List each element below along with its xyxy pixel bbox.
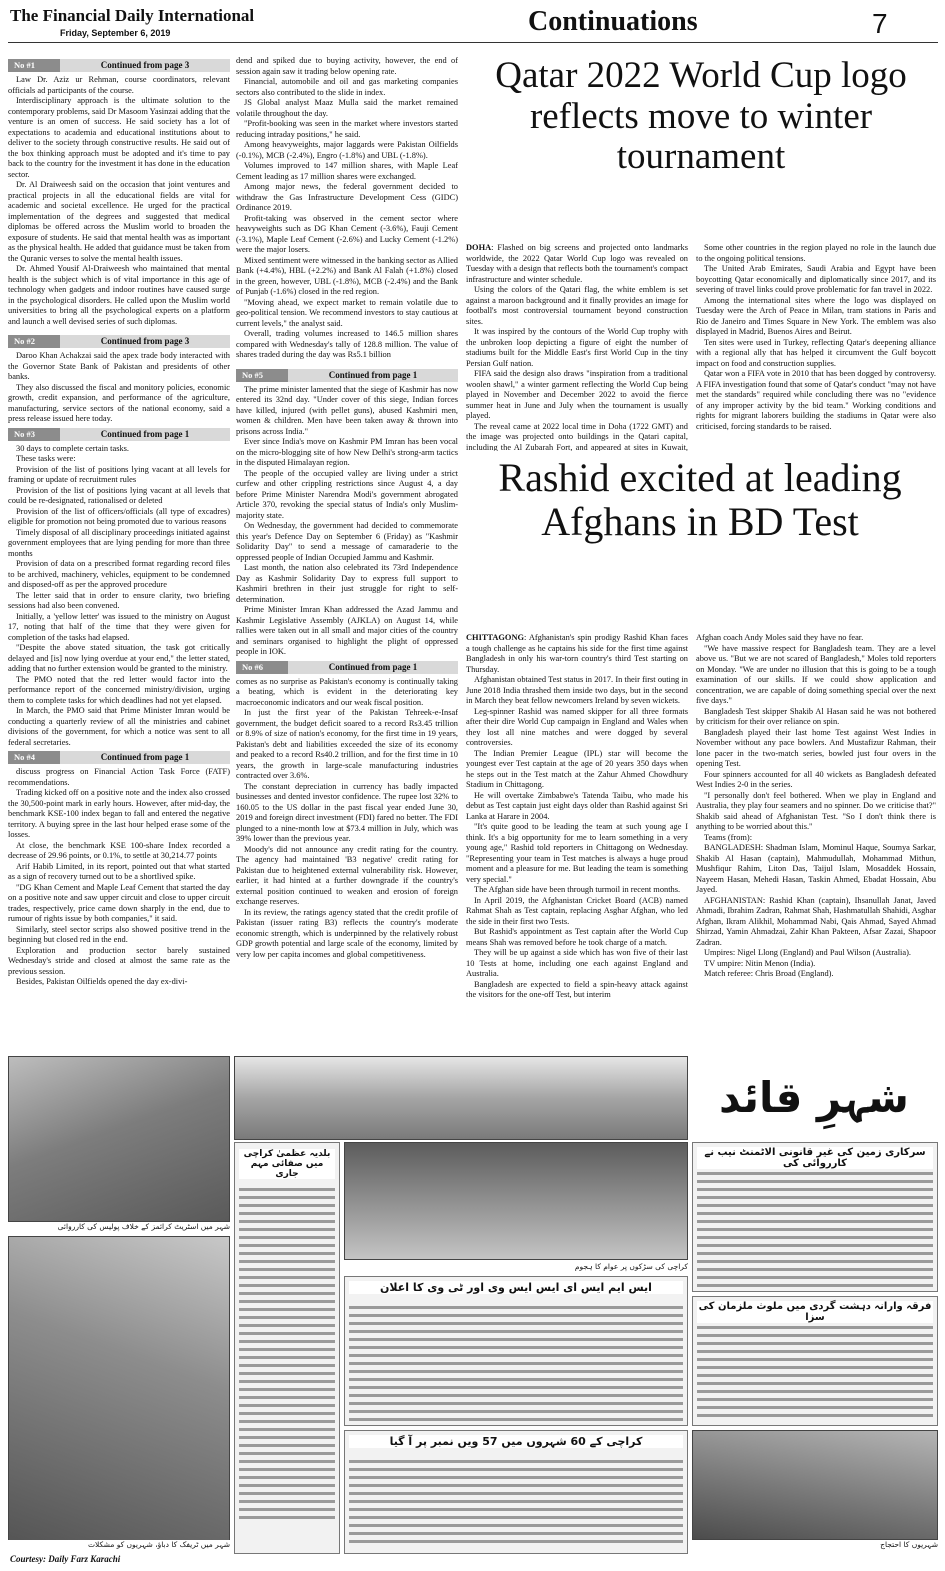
paragraph: BANGLADESH: Shadman Islam, Mominul Haque, Soumya Sarkar, Shakib Al Hasan (captain), Mahmudullah, Mohammad Mithun, Mushfiqur Rahim, Liton Das, Taijul Islam, Mosaddek Hossain, Nayeem Hasan, Mehedi Hasan, Taskin Ahmed, Ebadat Hossain, Abu Jayed. — [696, 843, 936, 894]
paragraph: Provision of the list of officers/officials (all type of excadres) eligible for promotion not being promoted due to various reasons — [8, 506, 230, 526]
paragraph: comes as no surprise as Pakistan's economy is continually taking a beating, which is evident in the deteriorating key macroeconomic indicators and our weak fiscal position. — [236, 676, 458, 707]
urdu-text-lines — [693, 1167, 937, 1292]
paragraph: The United Arab Emirates, Saudi Arabia and Egypt have been boycotting Qatar economically and diplomatically since 2017, and its severing of travel links could prove problematic for fan travel in 2022. — [696, 264, 936, 294]
paragraph: JS Global analyst Maaz Mulla said the market remained volatile throughout the day. — [236, 98, 458, 118]
paragraph: Volumes improved to 147 million shares, with Maple Leaf Cement leading as 17 million shares were exchanged. — [236, 161, 458, 181]
column-two — [236, 56, 458, 1036]
urdu-headline: ایس ایم ایس ای ایس ایس وی اور ٹی وی کا اعلان — [349, 1281, 683, 1294]
paragraph: Bangladesh are expected to field a spin-heavy attack against the visitors for the one-off Test, but interim — [466, 979, 688, 999]
paragraph: Among the international sites where the logo was displayed on Tuesday were the Arch of Peace in Milan, tram stations in Paris and Rio de Janeiro and Times Square in New York. The emblem was also displayed in Madrid, Buenos Aires and Beirut. — [696, 295, 936, 336]
paragraph: Law Dr. Aziz ur Rehman, course coordinators, relevant officials ad participants of the course. — [8, 75, 230, 95]
continuation-number: No #5 — [236, 369, 288, 382]
continuation-label: Continued from page 1 — [100, 752, 190, 763]
paragraph: Dr. Ahmed Yousif Al-Draiweesh who maintained that mental health is the subject which is of vital importance in this age of technology when gadgets and indoor routines have caused surge in the psychological disorders. He called upon the Muslim world universities to bring all the psychological experts on a platform and launch a well devised series of such diplomas. — [8, 264, 230, 326]
paragraph: Arif Habib Limited, in its report, pointed out that what started as a sign of recovery turned out to be a shortlived spike. — [8, 861, 230, 881]
paragraph: In April 2019, the Afghanistan Cricket Board (ACB) named Rahmat Shah as Test captain, replacing Asghar Afghan, who led the side in their first two Tests. — [466, 895, 688, 926]
urdu-news-column — [234, 1142, 340, 1554]
urdu-headline: فرقہ وارانہ دہشت گردی میں ملوث ملزمان کی سزا — [698, 1301, 932, 1323]
paragraph: Last month, the nation also celebrated its 73rd Independence Day as Kashmir Solidarity Day to express full support to Kashmiri brethren in their just struggle for right to self-determination. — [236, 563, 458, 604]
paragraph: Dr. Al Draiweesh said on the occasion that joint ventures and practical projects in all the educational fields are vital for academic and societal excellence. He urged for the practical implementation of the degrees and suggested that medical diplomas be offered across the Muslim world to broaden the exposure of students. He said that mental health was as important as the physical health. He added that guidance must be taken from the Quranic verses to solve the mental health issues. — [8, 180, 230, 263]
paragraph: "We have massive respect for Bangladesh team. They are a level above us. "But we are not scared of Bangladesh," Moles told reporters on Monday. "We are under no illusion that this is going to be a tough examination of our skills. If we could show application and concentration, we are capable of doing something special over the next five days." — [696, 643, 936, 705]
paragraph: Teams (from): — [704, 832, 753, 842]
continuation-label: Continued from page 1 — [100, 428, 190, 439]
paragraph: Umpires: Nigel Llong (England) and Paul Wilson (Australia). — [704, 948, 911, 957]
urdu-text-lines — [345, 1455, 687, 1548]
qatar-story-right — [696, 243, 936, 451]
paper-name: The Financial Daily International — [10, 6, 255, 25]
paragraph: Match referee: Chris Broad (England). — [704, 969, 834, 978]
page-number: 7 — [872, 8, 888, 39]
paragraph: "I personally don't feel bothered. When we play in England and Australia, they play four seamers and no spinner. Do we criticise that?" Shakib said ahead of Afghanistan Test. "So I don't think there is anything to be worried about this." — [696, 790, 936, 831]
paragraph: Moody's did not announce any credit rating for the country. The agency had maintained 'B3 negative' credit rating for Pakistan due to heightened external vulnerability risk. However, earlier, it had hinted at a further downgrade if the country's external position continued to weaken and erosion of foreign exchange reserves. — [236, 844, 458, 906]
paragraph-text: : Afghanistan's spin prodigy Rashid Khan faces a tough challenge as he captains his side for the first time against Bangladesh in only his war-torn country's third Test starting on Thursday. — [466, 633, 688, 674]
photo-caption: کراچی کی سڑکوں پر عوام کا ہجوم — [344, 1262, 688, 1274]
article-body — [236, 56, 458, 361]
paragraph: TV umpire: Nitin Menon (India). — [704, 958, 816, 968]
photo-caption: شہر میں ٹریفک کا دباؤ، شہریوں کو مشکلات — [8, 1540, 230, 1552]
paragraph: Prime Minister Imran Khan addressed the Azad Jammu and Kashmir Legislative Assembly (AJKLA) on August 14, while rallies were taken out in all small and major cities of the country and seminars organised to highlight the plight of oppressed people in IOK. — [236, 605, 458, 656]
paragraph: In March, the PMO said that Prime Minister Imran would be conducting a quarterly review of all the ministries and cabinet divisions of the government, for which a notice was sent to all federal secretaries. — [8, 706, 230, 747]
masthead — [0, 0, 945, 50]
paragraph: dend and spiked due to buying activity, however, the end of session again saw it trading below opening rate. — [236, 56, 458, 76]
article-body — [8, 75, 230, 327]
paragraph: Timely disposal of all disciplinary proceedings initiated against government employees that are lying pending for more than three months — [8, 527, 230, 558]
continuation-header — [8, 335, 230, 348]
paragraph: In its review, the ratings agency stated that the credit profile of Pakistan (issuer rating B3) reflects the country's moderate economic strength, which is underpinned by the relatively robust GDP growth potential and large scale of the economy, limited by very low per capita incomes and global competitiveness. — [236, 907, 458, 959]
rashid-headline: Rashid excited at leading Afghans in BD Test — [498, 455, 902, 544]
continuation-number: No #1 — [8, 59, 60, 72]
paragraph: These tasks were: — [16, 454, 76, 463]
continuation-number: No #6 — [236, 661, 288, 674]
urdu-text-lines — [693, 1321, 937, 1422]
article-body — [8, 351, 230, 425]
paragraph: In just the first year of the Pakistan Tehreek-e-Insaf government, the budget deficit soared to a record Rs3.45 trillion or 8.9% of size of nation's economy, for the first time in 19 years, Pakistan's debt and liabilities exceeded the size of its economy and peaked to a record Rs40.2 trillion, and for the first time in 10 years, the growth in large-scale manufacturing industries contracted over 3.6%. — [236, 708, 458, 780]
paragraph: On Wednesday, the government had decided to commemorate this year's Defence Day on September 6 (Friday) as "Kashmir Solidarity Day" to send a message of camaraderie to the oppressed people of Indian Occupied Jammu and Kashmir. — [236, 521, 458, 562]
paragraph: "DG Khan Cement and Maple Leaf Cement that started the day on a positive note and saw upper circuit and close to upper circuit trades, respectively, price came down sharply in the end, due to rumour of rights issue by both companies," it said. — [8, 882, 230, 923]
paragraph: The Afghan side have been through turmoil in recent months. — [474, 885, 681, 894]
rashid-story-left — [466, 633, 688, 1051]
qatar-story-left — [466, 243, 688, 451]
paragraph: 30 days to complete certain tasks. — [16, 443, 130, 453]
urdu-headline: سرکاری زمین کی غیر قانونی الاٹمنٹ نیب نے کارروائی کی — [697, 1147, 933, 1169]
urdu-news-box — [692, 1296, 938, 1426]
paragraph: The prime minister lamented that the siege of Kashmir has now entered its 32nd day. "Under cover of this siege, Indian forces have killed, injured (with pellet guns), abused Kashmiri men, women & children. Men have been taken away & thrown into prisons across India." — [236, 384, 458, 436]
paragraph: The letter said that in order to ensure clarity, two briefing sessions had also been convened. — [8, 590, 230, 610]
paragraph: At close, the benchmark KSE 100-share Index recorded a decrease of 29.96 points, or 0.1%, to settle at 30,214.77 points — [8, 840, 230, 860]
paragraph: Among heavyweights, major laggards were Pakistan Oilfields (-0.1%), MCB (-2.4%), Engro (-1.8%) and UBL (-1.8%). — [236, 140, 458, 160]
article-body — [8, 767, 230, 988]
continuation-header — [8, 428, 230, 441]
urdu-news-box — [344, 1430, 688, 1554]
paragraph: FIFA said the design also draws "inspiration from a traditional woolen shawl," a winter garment reflecting the World Cup being played in November and December 2022 to avoid the fierce summer heat in June and July when the tournament is usually played. — [466, 369, 688, 420]
paragraph: The Indian Premier League (IPL) star will become the youngest ever Test captain at the age of 20 years 350 days when he steps out in the Test match at the Zahur Ahmed Chowdhury Stadium in Chittagong. — [466, 748, 688, 789]
paragraph: Overall, trading volumes increased to 146.5 million shares compared with Wednesday's tally of 128.8 million. The value of shares traded during the day was Rs5.1 billion — [236, 329, 458, 359]
police-photo — [8, 1056, 230, 1222]
crowd-photo — [8, 1236, 230, 1542]
urdu-headline: بلدیہ عظمیٰ کراچی میں صفائی مہم جاری — [239, 1149, 335, 1179]
paragraph: Mixed sentiment were witnessed in the banking sector as Allied Bank (+4.4%), HBL (+2.2%) and Bank Al Falah (+1.8%) closed in the green, however, UBL (-1.8%), MCB (-2.4%) and the Bank of Punjab (-1.6%) closed in the red region. — [236, 255, 458, 296]
paragraph: Bangladesh played their last home Test against West Indies in November without any pace bowlers. And Mustafizur Rahman, their lone pacer in the two-match series, bowled just four overs in the opening Test. — [696, 727, 936, 768]
paragraph: Four spinners accounted for all 40 wickets as Bangladesh defeated West Indies 2-0 in the series. — [696, 769, 936, 789]
paragraph — [466, 633, 688, 675]
paragraph: Initially, a 'yellow letter' was issued to the ministry on August 17, noting that half of the time that they were given for completion of the tasks had elapsed. — [8, 611, 230, 642]
continuation-header — [8, 59, 230, 72]
urdu-text-lines — [235, 1183, 339, 1524]
paragraph-text: : Flashed on big screens and projected onto landmarks worldwide, the 2022 Qatar World Cup logo was revealed on Tuesday with a design that reflects both the tournament's compact infrastructure and winter schedule. — [466, 243, 688, 284]
continuation-label: Continued from page 1 — [328, 369, 418, 380]
paragraph: Trading kicked off on a positive note and the index also crossed the 30,500-point mark in early hours. However, after mid-day, the benchmark KSE-100 index began to fall and entered the negative territory. A buying spree in the last hour helped erase some of the losses. — [8, 788, 230, 839]
courtesy-credit: Courtesy: Daily Farz Karachi — [10, 1554, 121, 1564]
qatar-headline: Qatar 2022 World Cup logo reflects move to winter tournament — [495, 55, 907, 178]
continuation-number: No #4 — [8, 751, 60, 764]
karachi-skyline-photo — [234, 1056, 688, 1140]
paragraph: Provision of the list of positions lying vacant at all levels for framing or update of recruitment rules — [8, 464, 230, 484]
paragraph: They also discussed the fiscal and monitory policies, economic growth, credit expansion, and performance of the agriculture, manufacturing, service sectors of the national economy, said a press release issued here today. — [8, 382, 230, 423]
paragraph: Qatar won a FIFA vote in 2010 that has been dogged by controversy. A FIFA investigation found that some of Qatar's conduct "may not have met the standards" required while concluding there was no "evidence of any improper activity by the bid team." Working conditions and rights for migrant laborers building the stadiums in Qatar were also criticised, forcing standards to be raised. — [696, 369, 936, 431]
continuation-header — [236, 369, 458, 382]
continuation-number: No #3 — [8, 428, 60, 441]
continuation-label: Continued from page 3 — [100, 336, 190, 347]
paragraph: It was inspired by the contours of the World Cup trophy with the unbroken loop depicting a figure of eight the number of stadiums built for the Middle East's first World Cup in the tiny Persian Gulf nation. — [466, 327, 688, 368]
photo-caption: شہریوں کا احتجاج — [692, 1540, 938, 1552]
paragraph: "It's quite good to be leading the team at such young age I think. It's a big opportunity for me to learn something in a very young age," Rashid told reporters in Chittagong on Wednesday. "Representing your team in Test matches is always a huge proud moment and a pleasure for me. But leading the team is something very special." — [466, 822, 688, 884]
section-title: Continuations — [528, 6, 698, 37]
continuation-label: Continued from page 3 — [100, 60, 190, 71]
dateline: DOHA — [466, 243, 492, 252]
paragraph: "Despite the above stated situation, the task got critically delayed and [is] now lying overdue at your end," the letter stated, adding that no further extension would be granted to the ministry. — [8, 643, 230, 673]
article-body — [236, 385, 458, 658]
paragraph: discuss progress on Financial Action Task Force (FATF) recommendations. — [8, 767, 230, 787]
paragraph: Provision of data on a prescribed format regarding record files to be archived, machinery, vehicles, equipment to be condemned and disposed-off as per the approved procedure — [8, 559, 230, 589]
paragraph: Afghan coach Andy Moles said they have no fear. — [696, 633, 864, 642]
paragraph: Similarly, steel sector scrips also showed positive trend in the beginning but closed red in the end. — [8, 924, 230, 944]
rashid-story-right — [696, 633, 936, 1051]
continuation-header — [8, 751, 230, 764]
paragraph: Provision of the list of positions lying vacant at all levels that could be re-designated, rationalised or deleted — [8, 485, 230, 505]
paragraph: Leg-spinner Rashid was named skipper for all three formats after their dire World Cup campaign in England and Wales when they lost all nine matches and were dogged by several controversies. — [466, 706, 688, 747]
urdu-text-lines — [345, 1301, 687, 1426]
article-body — [8, 444, 230, 749]
urdu-news-box — [692, 1142, 938, 1292]
paragraph: The people of the occupied valley are living under a strict curfew and other crippling restrictions since August 4, a day before Prime Minister Narendra Modi's government abrogated Article 370, revoking the special status of India's only Muslim-majority state. — [236, 468, 458, 520]
article-body — [236, 677, 458, 961]
paragraph: Among major news, the federal government decided to withdraw the Gas Infrastructure Development Cess (GIDC) Ordinance 2019. — [236, 182, 458, 212]
continuation-header — [236, 661, 458, 674]
paragraph: But Rashid's appointment as Test captain after the World Cup means Shah was removed before he took charge of a match. — [466, 927, 688, 947]
paragraph: Interdisciplinary approach is the ultimate solution to the contemporary problems, said Dr Masoom Yasinzai adding that the venture is an omen of success. He said society has a lot of expectations to academia and educational institutions about to deliver to the society through constructive results. He said out of the box thinking approach must be adopted and it's time to pay back to the country for the investment it has done in the education sector. — [8, 96, 230, 179]
continuation-label: Continued from page 1 — [328, 661, 418, 672]
paragraph: They will be up against a side which has won five of their last 10 Tests at home, including one each against England and Australia. — [466, 948, 688, 978]
paragraph: Financial, automobile and oil and gas marketing companies sectors also contributed to the slide in index. — [236, 77, 458, 97]
paragraph: Afghanistan obtained Test status in 2017. In their first outing in June 2018 India thrashed them inside two days, but in the second in March they beat fellow newcomers Ireland by seven wickets. — [466, 675, 688, 705]
paragraph: AFGHANISTAN: Rashid Khan (captain), Ihsanullah Janat, Javed Ahmadi, Ibrahim Zadran, Rahmat Shah, Hashmatullah Shahidi, Asghar Afghan, Ikram Alikhil, Mohammad Nabi, Qais Ahmad, Sayed Ahmad Shirzad, Yamin Ahmadzai, Zahir Khan Pakteen, Afsar Zazai, Shapoor Zadran. — [696, 895, 936, 947]
paragraph: Some other countries in the region played no role in the launch due to the ongoing political tensions. — [696, 243, 936, 263]
paragraph: Using the colors of the Qatari flag, the white emblem is set against a maroon background and it finally provides an image for football's most controversial tournament beyond construction sites. — [466, 285, 688, 326]
paragraph: Bangladesh Test skipper Shakib Al Hasan said he was not bothered by criticism for their over reliance on spin. — [696, 706, 936, 726]
photo-caption: شہر میں اسٹریٹ کرائمز کے خلاف پولیس کی کارروائی — [8, 1222, 230, 1234]
paragraph: He will overtake Zimbabwe's Tatenda Taibu, who made his debut as Test captain just eight days older than Rashid against Sri Lanka at Harare in 2004. — [466, 790, 688, 821]
paragraph: Besides, Pakistan Oilfields opened the day ex-divi- — [16, 977, 188, 986]
dateline: CHITTAGONG — [466, 633, 525, 642]
paper-date: Friday, September 6, 2019 — [60, 28, 171, 38]
urdu-masthead: شہرِ قائد — [690, 1060, 938, 1136]
paragraph: Profit-taking was observed in the cement sector where heavyweights such as DG Khan Cement (-3.6%), Fauji Cement (-3.1%), Maple Leaf Cement (-2.6%) and Lucky Cement (-1.2%) were the major losers. — [236, 213, 458, 254]
paragraph: The constant depreciation in currency has badly impacted businesses and dented investor confidence. The rupee lost 32% to 160.05 to the US dollar in the past fiscal year ended June 30, 2019 and foreign direct investment (FDI) fared no better. The FDI plunged to a nine-month low at $73.4 million in July, which was 39% lower than the previous year. — [236, 781, 458, 843]
urdu-news-box — [344, 1276, 688, 1426]
column-one — [8, 56, 230, 1036]
protest-photo — [692, 1430, 938, 1540]
paragraph: Ten sites were used in Turkey, reflecting Qatar's deepening alliance with a regional ally that has helped it circumvent the Gulf boycott impact on food and construction supplies. — [696, 337, 936, 368]
urdu-headline: کراچی کے 60 شہروں میں 57 ویں نمبر پر آ گیا — [349, 1435, 683, 1448]
paragraph: Daroo Khan Achakzai said the apex trade body interacted with the Governor State Bank of Pakistan and presidents of other banks. — [8, 351, 230, 381]
paragraph: Exploration and production sector barely sustained Wednesday's stride and closed at almost the same rate as the previous session. — [8, 945, 230, 976]
event-photo — [344, 1142, 688, 1260]
paragraph: "Moving ahead, we expect market to remain volatile due to geo-political tension. We recommend investors to stay cautious at current levels," the analyst said. — [236, 297, 458, 328]
paragraph: The reveal came at 2022 local time in Doha (1722 GMT) and the image was projected onto buildings in the Qatari capital, including the Al Zubarah Fort, and appeared at sites in Kuwait, — [466, 421, 688, 451]
header-rule — [8, 42, 938, 43]
continuation-number: No #2 — [8, 335, 60, 348]
paragraph — [466, 243, 688, 285]
paragraph: "Profit-booking was seen in the market where investors started reducing intraday positions," he said. — [236, 119, 458, 139]
paragraph: The PMO noted that the red letter would factor into the performance report of the concerned ministry/division, urging them to complete tasks for which deadlines had not yet elapsed. — [8, 674, 230, 705]
paragraph: Ever since India's move on Kashmir PM Imran has been vocal on the micro-blogging site of how New Delhi's strong-arm tactics in the disputed Himalayan region. — [236, 437, 458, 467]
